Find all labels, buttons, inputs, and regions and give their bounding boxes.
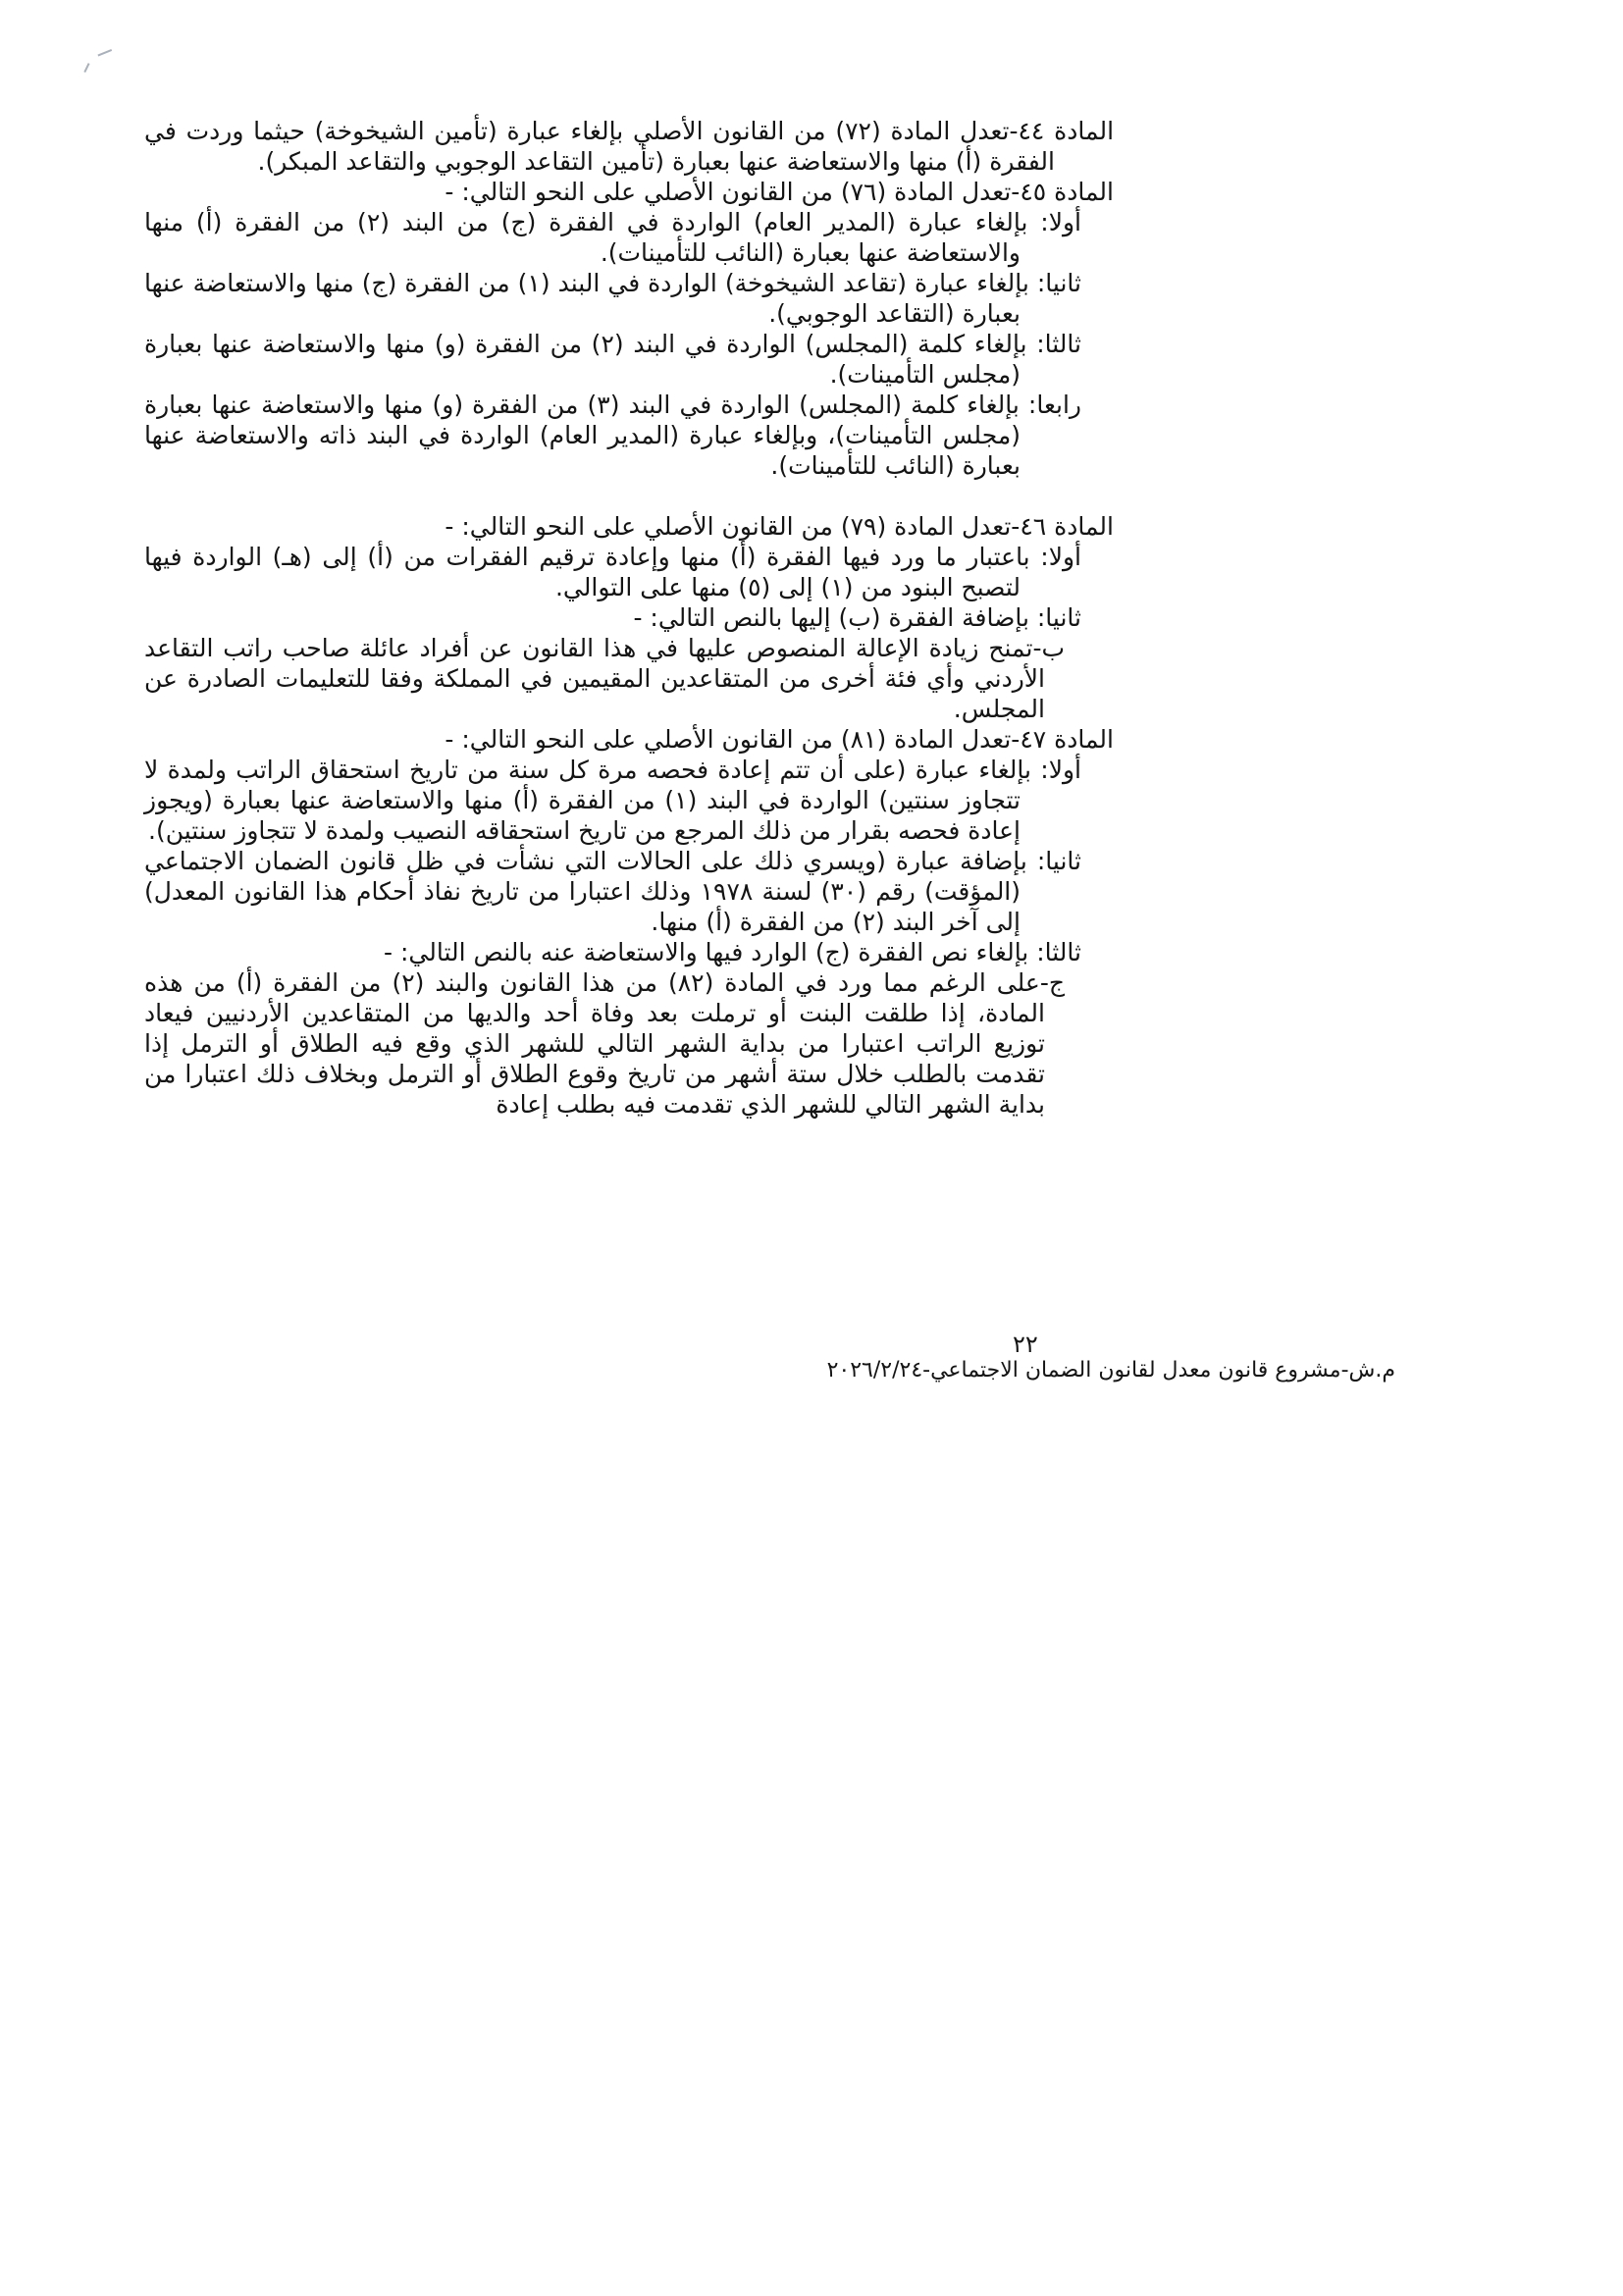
paragraph-article-44: المادة ٤٤-تعدل المادة (٧٢) من القانون الأصلي بإلغاء عبارة (تأمين الشيخوخة) حيثما وردت في الفقرة (أ) منها والاستعاضة عنها بعبارة (تأمين التقاعد الوجوبي والتقاعد المبكر).	[144, 117, 1115, 176]
page-number: ٢٢	[1013, 1331, 1038, 1358]
paragraph-article-46: المادة ٤٦-تعدل المادة (٧٩) من القانون الأصلي على النحو التالي: -	[445, 512, 1114, 541]
pen-mark-icon	[83, 63, 97, 77]
paragraph-article-45: المادة ٤٥-تعدل المادة (٧٦) من القانون الأصلي على النحو التالي: -	[445, 178, 1114, 206]
paragraph-clause-47-second: ثانيا: بإضافة عبارة (ويسري ذلك على الحالات التي نشأت في ظل قانون الضمان الاجتماعي (المؤقت) رقم (٣٠) لسنة ١٩٧٨ وذلك اعتبارا من تاريخ نفاذ أحكام هذا القانون المعدل) إلى آخر البند (٢) من الفقرة (أ) منها.	[144, 847, 1081, 936]
paragraph-clause-47-first: أولا: بإلغاء عبارة (على أن تتم إعادة فحصه مرة كل سنة من تاريخ استحقاق الراتب ولمدة لا تتجاوز سنتين) الواردة في البند (١) من الفقرة (أ) منها والاستعاضة عنها بعبارة (ويجوز إعادة فحصه بقرار من ذلك المرجع من تاريخ استحقاقه النصيب ولمدة لا تتجاوز سنتين).	[144, 756, 1081, 845]
paragraph-clause-45-fourth: رابعا: بإلغاء كلمة (المجلس) الواردة في البند (٣) من الفقرة (و) منها والاستعاضة عنها بعبارة (مجلس التأمينات)، وبإلغاء عبارة (المدير العام) الواردة في البند ذاته والاستعاضة عنها بعبارة (النائب للتأمينات).	[144, 391, 1081, 480]
paragraph-clause-45-second: ثانيا: بإلغاء عبارة (تقاعد الشيخوخة) الواردة في البند (١) من الفقرة (ج) منها والاستعاضة عنها بعبارة (التقاعد الوجوبي).	[144, 269, 1081, 328]
paragraph-clause-45-first: أولا: بإلغاء عبارة (المدير العام) الواردة في الفقرة (ج) من البند (٢) من الفقرة (أ) منها والاستعاضة عنها بعبارة (النائب للتأمينات).	[144, 208, 1081, 267]
document-body	[144, 116, 1114, 1120]
paragraph-inserted-text-b: ب-تمنح زيادة الإعالة المنصوص عليها في هذا القانون عن أفراد عائلة صاحب راتب التقاعد الأردني وأي فئة أخرى من المتقاعدين المقيمين في المملكة وفقا للتعليمات الصادرة عن المجلس.	[144, 634, 1065, 723]
paragraph-clause-46-second: ثانيا: بإضافة الفقرة (ب) إليها بالنص التالي: -	[633, 603, 1081, 632]
paragraph-clause-45-third: ثالثا: بإلغاء كلمة (المجلس) الواردة في البند (٢) من الفقرة (و) منها والاستعاضة عنها بعبارة (مجلس التأمينات).	[144, 330, 1081, 389]
paragraph-inserted-text-j: ج-على الرغم مما ورد في المادة (٨٢) من هذا القانون والبند (٢) من الفقرة (أ) من هذه المادة، إذا طلقت البنت أو ترملت بعد وفاة أحد والديها من المتقاعدين الأردنيين فيعاد توزيع الراتب اعتبارا من بداية الشهر التالي للشهر الذي وقع فيه الطلاق أو الترمل إذا تقدمت بالطلب خلال ستة أشهر من تاريخ وقوع الطلاق أو الترمل وبخلاف ذلك اعتبارا من بداية الشهر التالي للشهر الذي تقدمت فيه بطلب إعادة	[144, 968, 1065, 1119]
paragraph-article-47: المادة ٤٧-تعدل المادة (٨١) من القانون الأصلي على النحو التالي: -	[445, 725, 1114, 754]
paragraph-clause-46-first: أولا: باعتبار ما ورد فيها الفقرة (أ) منها وإعادة ترقيم الفقرات من (أ) إلى (هـ) الواردة فيها لتصبح البنود من (١) إلى (٥) منها على التوالي.	[144, 543, 1081, 601]
pen-mark-icon	[95, 43, 112, 57]
paragraph-clause-47-third: ثالثا: بإلغاء نص الفقرة (ج) الوارد فيها والاستعاضة عنه بالنص التالي: -	[384, 938, 1081, 966]
footer-note: م.ش-مشروع قانون معدل لقانون الضمان الاجتماعي-٢٠٢٦/٢/٢٤	[826, 1358, 1395, 1383]
